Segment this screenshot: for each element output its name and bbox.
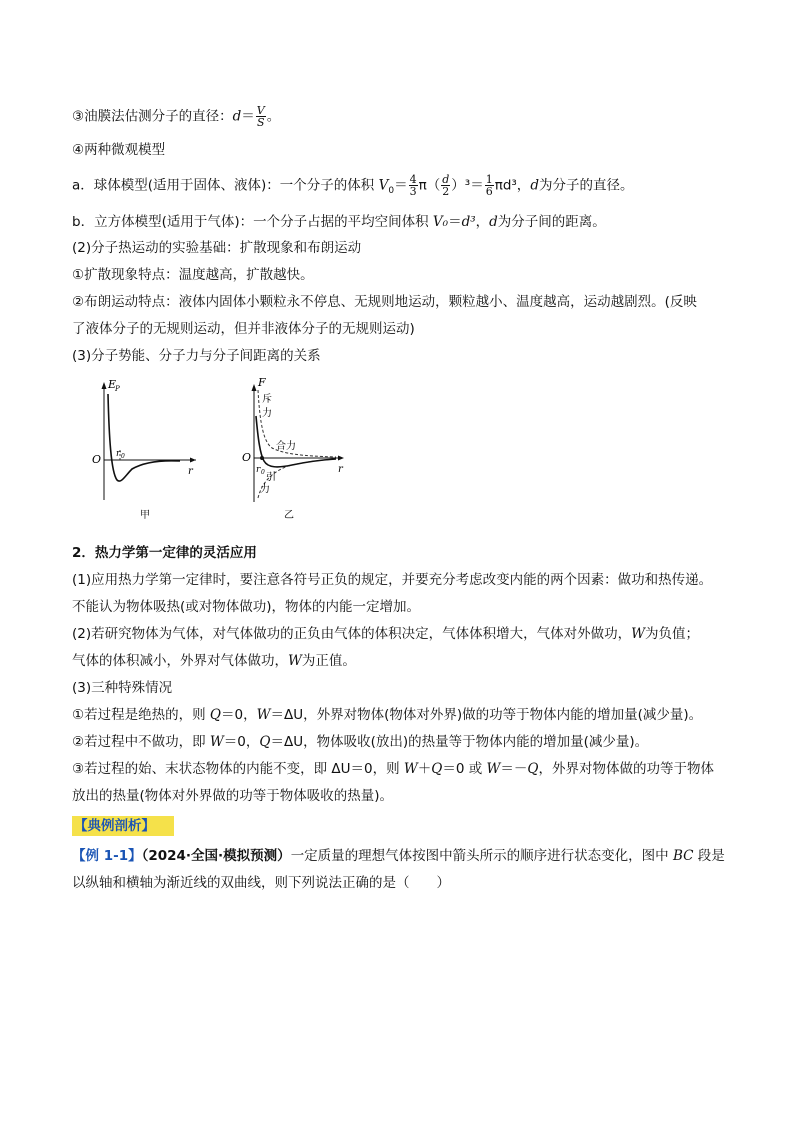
- denominator: 3: [409, 185, 417, 198]
- text: ＝0，: [220, 707, 257, 723]
- subscript: 0: [388, 186, 395, 197]
- potential-energy-graph: [92, 378, 196, 521]
- special-cases-heading: (3)三种特殊情况: [72, 680, 173, 696]
- var-q: Q: [209, 707, 221, 723]
- numerator: d: [442, 173, 450, 186]
- first-law-point-2-cont: [72, 651, 732, 671]
- text: π（: [418, 177, 441, 194]
- text: ＝0，: [223, 734, 260, 750]
- text: 一定质量的理想气体按图中箭头所示的顺序进行状态变化，图中: [290, 848, 673, 864]
- diffusion-line: ①扩散现象特点：温度越高，扩散越快。: [72, 267, 314, 283]
- molecular-force-figure: [92, 376, 362, 526]
- y-label: F: [258, 376, 266, 389]
- var-w: W: [256, 707, 271, 723]
- y-arrow: [102, 382, 107, 389]
- two-models-heading: ④两种微观模型: [72, 142, 166, 158]
- text: (2)若研究物体为气体，对气体做功的正负由气体的体积决定，气体体积增大，气体对外做功，: [72, 626, 632, 642]
- cube-model-line: [72, 212, 732, 232]
- net-force-label: 合力: [276, 441, 296, 452]
- var-w: W: [631, 626, 646, 642]
- text: a．球体模型(适用于固体、液体)：一个分子的体积: [72, 177, 379, 194]
- case-constant-energy-cont: 放出的热量(物体对外界做的功等于物体吸收的热量)。: [72, 788, 394, 804]
- var-w: W: [486, 761, 501, 777]
- net-force-curve: [256, 416, 336, 467]
- var-w: W: [403, 761, 418, 777]
- x-arrow: [190, 458, 196, 463]
- var-w: W: [209, 734, 224, 750]
- var-d: d: [530, 177, 539, 194]
- fraction-1-6: [485, 174, 494, 197]
- potential-heading: (3)分子势能、分子力与分子间距离的关系: [72, 348, 321, 364]
- case-adiabatic: [72, 705, 732, 725]
- text: 为分子间的距离。: [497, 214, 606, 230]
- repulsive-label-1: 斥: [262, 394, 272, 405]
- origin-label: O: [242, 451, 252, 464]
- y-sub: P: [115, 385, 120, 393]
- example-1-1-line: [72, 846, 732, 866]
- var-w: W: [288, 653, 302, 669]
- r0-point: [260, 456, 264, 460]
- y-arrow: [252, 384, 257, 391]
- var-bc: BC: [672, 848, 694, 864]
- case-constant-energy: [72, 759, 732, 779]
- x-label: r: [188, 466, 193, 477]
- caption: 甲: [140, 510, 150, 521]
- molecular-force-graph: [242, 376, 344, 521]
- var-d: d: [489, 214, 498, 230]
- first-law-point-1: (1)应用热力学第一定律时，要注意各符号正负的规定，并要充分考虑改变内能的两个因素：做功和热传递。: [72, 572, 713, 588]
- ep-curve: [108, 394, 180, 481]
- denominator: 6: [485, 185, 493, 198]
- caption: 乙: [284, 510, 294, 521]
- case-no-work: [72, 732, 732, 752]
- text: ）³＝: [451, 177, 484, 194]
- text: 为分子的直径。: [538, 177, 634, 194]
- origin-label: O: [92, 453, 102, 466]
- text: ，: [475, 214, 490, 230]
- brownian-line: ②布朗运动特点：液体内固体小颗粒永不停息、无规则地运动，颗粒越小、温度越高，运动越剧烈。(反映: [72, 294, 697, 310]
- text: b．立方体模型(适用于气体)：一个分子占据的平均空间体积: [72, 214, 433, 230]
- var-v: V: [378, 177, 389, 194]
- example-number: 【例 1-1】: [72, 848, 142, 864]
- r0-sub: 0: [121, 453, 125, 460]
- text: ＝: [394, 177, 408, 194]
- brownian-line-cont: 了液体分子的无规则运动，但并非液体分子的无规则运动): [72, 321, 415, 337]
- text: ＝0 或: [442, 761, 487, 777]
- text: 。: [266, 108, 281, 125]
- text: ＝－: [500, 761, 528, 777]
- text: 为正值。: [301, 653, 356, 669]
- oil-film-line: [72, 105, 732, 128]
- first-law-point-2: [72, 624, 732, 644]
- r0-label: r: [256, 465, 261, 475]
- text: ＝: [448, 214, 462, 230]
- numerator: V: [256, 104, 265, 117]
- numerator: 4: [409, 173, 417, 186]
- thermal-motion-heading: (2)分子热运动的实验基础：扩散现象和布朗运动: [72, 240, 362, 256]
- text: 段是: [693, 848, 725, 864]
- r0-label: r: [116, 449, 121, 459]
- text: ③若过程的始、末状态物体的内能不变，即 ΔU＝0，则: [72, 761, 404, 777]
- example-analysis-tag: 【典例剖析】: [72, 816, 174, 836]
- example-1-1-cont: 以纵轴和横轴为渐近线的双曲线，则下列说法正确的是（ ）: [72, 875, 450, 891]
- x-arrow: [338, 456, 344, 461]
- sphere-model-line: [72, 174, 732, 201]
- var-q: Q: [527, 761, 539, 777]
- example-source: （2024·全国·模拟预测）: [141, 848, 291, 864]
- var-q: Q: [259, 734, 271, 750]
- var-d3: d³: [461, 214, 476, 230]
- denominator: 2: [442, 185, 450, 198]
- first-law-point-1-cont: 不能认为物体吸热(或对物体做功)，物体的内能一定增加。: [72, 599, 421, 615]
- x-label: r: [338, 464, 343, 475]
- attractive-label-1: 引: [266, 472, 276, 483]
- var-d: d: [232, 108, 242, 125]
- text: ＋: [417, 761, 432, 777]
- text: ③油膜法估测分子的直径：: [72, 108, 233, 125]
- repulsive-label-2: 力: [262, 408, 272, 419]
- text: 为负值；: [645, 626, 700, 642]
- var-q: Q: [431, 761, 443, 777]
- r0-sub: 0: [261, 469, 265, 476]
- section-2-heading: 2．热力学第一定律的灵活应用: [72, 545, 257, 561]
- denominator: S: [256, 116, 265, 129]
- text: ，外界对物体做的功等于物体: [538, 761, 714, 777]
- text: ＝ΔU，外界对物体(物体对外界)做的功等于物体内能的增加量(减少量)。: [270, 707, 703, 723]
- text: ＝ΔU，物体吸收(放出)的热量等于物体内能的增加量(减少量)。: [270, 734, 649, 750]
- text: ②若过程中不做功，即: [72, 734, 210, 750]
- text: 气体的体积减小，外界对气体做功，: [72, 653, 288, 669]
- fraction-d-2: [441, 174, 450, 197]
- text: ①若过程是绝热的，则: [72, 707, 210, 723]
- numerator: 1: [485, 173, 493, 186]
- text: ＝: [241, 108, 255, 125]
- y-label: E: [108, 378, 117, 391]
- attractive-label-2: 力: [260, 484, 270, 495]
- fraction-v-over-s: [256, 105, 266, 128]
- var-v0: V₀: [432, 214, 449, 230]
- fraction-4-3: [409, 174, 418, 197]
- text: πd³，: [494, 177, 531, 194]
